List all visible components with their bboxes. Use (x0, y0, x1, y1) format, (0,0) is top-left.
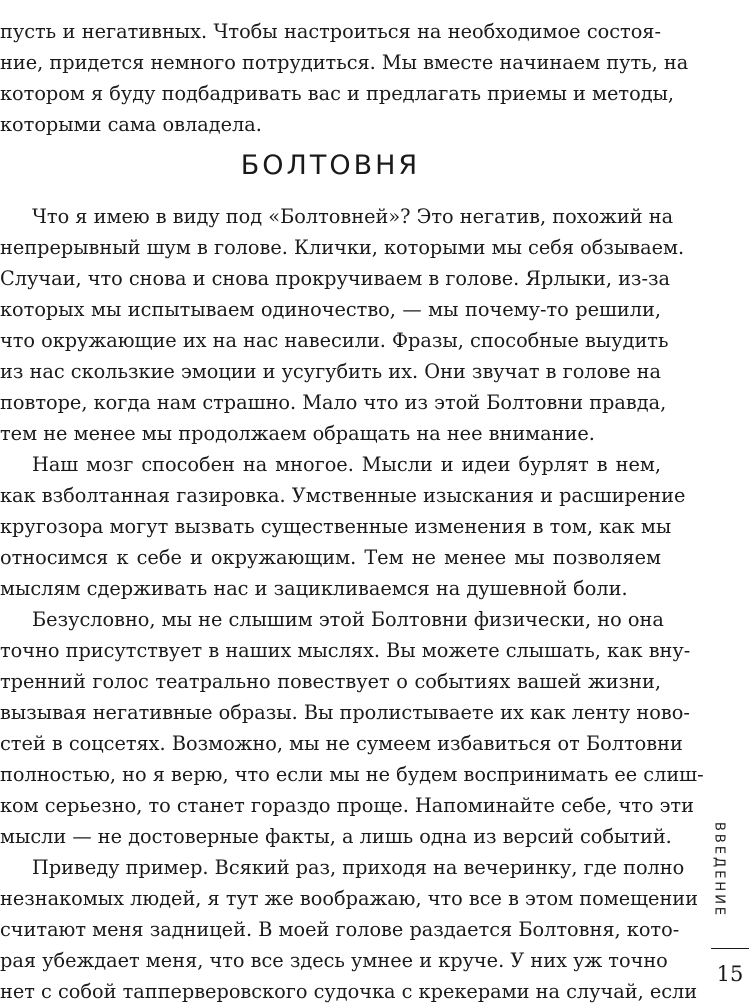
text-line: Безусловно, мы не слышим этой Болтовни физически, но она (32, 608, 664, 631)
text-line: тем не менее мы продолжаем обращать на нее внимание. (0, 422, 595, 445)
text-line: незнакомых людей, я тут же воображаю, что все в этом помещении (0, 887, 699, 910)
text-line: Приведу пример. Всякий раз, приходя на вечеринку, где полно (32, 856, 685, 879)
text-line: пусть и негативных. Чтобы настроиться на необходимое состоя- (0, 20, 661, 43)
page-number: 15 (716, 962, 744, 986)
paragraph-1 (0, 201, 685, 449)
section-heading: БОЛТОВНЯ (240, 150, 421, 181)
text-line: которыми сама овладела. (0, 113, 262, 136)
text-line: которых мы испытываем одиночество, — мы почему-то решили, (0, 298, 661, 321)
text-line: Случаи, что снова и снова прокручиваем в голове. Ярлыки, из-за (0, 267, 670, 290)
body-text (0, 201, 704, 1007)
text-line: непрерывный шум в голове. Клички, которыми мы себя обзываем. (0, 236, 685, 259)
text-line: относимся к себе и окружающим. Тем не менее мы позволяем (0, 546, 661, 569)
text-line: считают меня задницей. В моей голове раздается Болтовня, кото- (0, 918, 680, 941)
intro-paragraph (0, 16, 689, 140)
text-line: из нас скользкие эмоции и усугубить их. Они звучат в голове на (0, 360, 661, 383)
text-line: нет с собой тапперверовского судочка с крекерами на случай, если (0, 980, 698, 1003)
chapter-side-label (707, 820, 731, 920)
text-line: кругозора могут вызвать существенные изменения в том, как мы (0, 515, 672, 538)
text-line: Наш мозг способен на многое. Мысли и идеи бурлят в нем, (32, 453, 661, 476)
text-line: мыслям сдерживать нас и зацикливаемся на душевной боли. (0, 577, 628, 600)
text-line: как взболтанная газировка. Умственные изыскания и расширение (0, 484, 686, 507)
text-line: повторе, когда нам страшно. Мало что из этой Болтовни правда, (0, 391, 667, 414)
text-line: рая убеждает меня, что все здесь умнее и круче. У них уж точно (0, 949, 668, 972)
text-line: мысли — не достоверные факты, а лишь одна из версий событий. (0, 825, 672, 848)
text-line: ком серьезно, то станет гораздо проще. Напоминайте себе, что эти (0, 794, 694, 817)
text-line: полностью, но я верю, что если мы не будем воспринимать ее слиш- (0, 763, 704, 786)
paragraph-2 (0, 449, 686, 604)
text-line: тренний голос театрально повествует о событиях вашей жизни, (0, 670, 661, 693)
paragraph-4 (0, 852, 699, 1007)
text-line: вызывая негативные образы. Вы пролистываете их как ленту ново- (0, 701, 690, 724)
text-line: что окружающие их на нас навесили. Фразы, способные выудить (0, 329, 669, 352)
text-line: стей в соцсетях. Возможно, мы не сумеем избавиться от Болтовни (0, 732, 683, 755)
text-line: ние, придется немного потрудиться. Мы вместе начинаем путь, на (0, 51, 689, 74)
folio-divider (711, 948, 749, 949)
chapter-label-text: ВВЕДЕНИЕ (711, 821, 727, 919)
text-line: Что я имею в виду под «Болтовней»? Это негатив, похожий на (32, 205, 674, 228)
text-line: точно присутствует в наших мыслях. Вы можете слышать, как вну- (0, 639, 691, 662)
text-line: котором я буду подбадривать вас и предлагать приемы и методы, (0, 82, 675, 105)
paragraph-3 (0, 604, 704, 852)
